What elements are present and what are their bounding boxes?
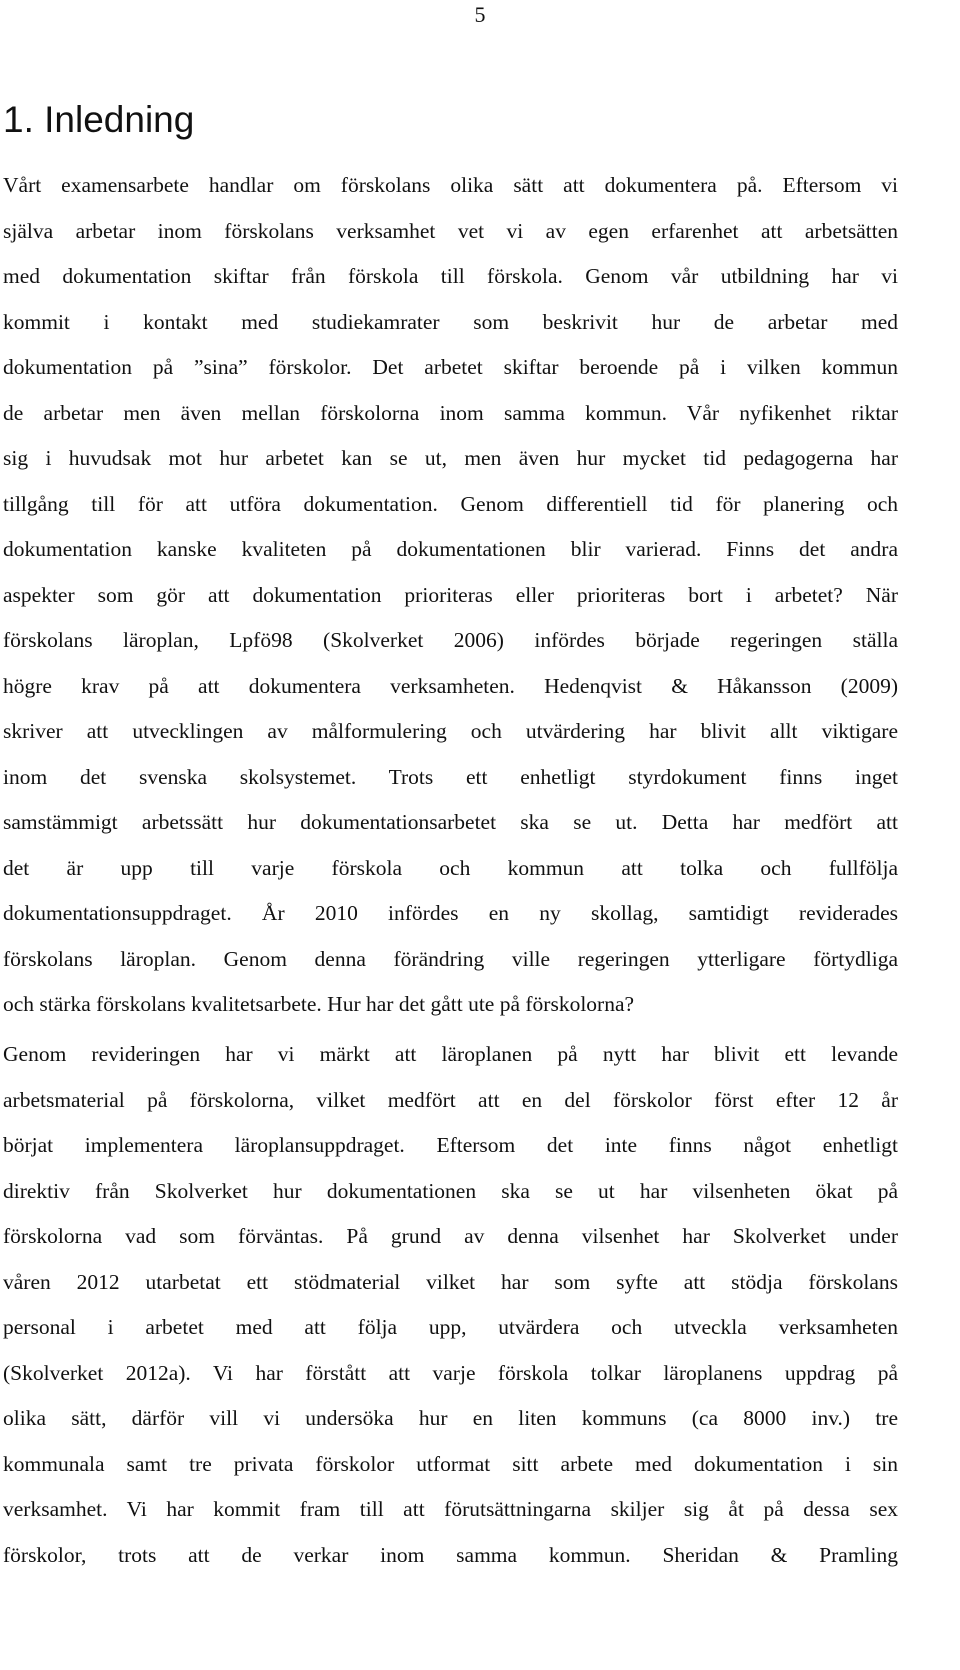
text-line: sig i huvudsak mot hur arbetet kan se ut, men även hur mycket tid pedagogerna har <box>3 446 898 470</box>
text-line: förskolorna vad som förväntas. På grund av denna vilsenhet har Skolverket under <box>3 1224 898 1248</box>
text-line: tillgång till för att utföra dokumentation. Genom differentiell tid för planering och <box>3 491 898 516</box>
text-line: det är upp till varje förskola och kommun att tolka och fullfölja <box>3 855 898 880</box>
text-line: förskolor, trots att de verkar inom samma kommun. Sheridan & Pramling <box>3 1542 898 1567</box>
text-line: Vårt examensarbete handlar om förskolans olika sätt att dokumentera på. Eftersom vi <box>3 173 898 197</box>
text-line: börjat implementera läroplansuppdraget. Eftersom det inte finns något enhetligt <box>3 1133 898 1157</box>
text-line: verksamhet. Vi har kommit fram till att förutsättningarna skiljer sig åt på dessa sex <box>3 1497 898 1521</box>
text-line: och stärka förskolans kvalitetsarbete. Hur har det gått ute på förskolorna? <box>3 992 635 1016</box>
paragraph-2 <box>3 1032 898 1578</box>
text-line: aspekter som gör att dokumentation prioriteras eller prioriteras bort i arbetet? När <box>3 582 898 607</box>
text-line: direktiv från Skolverket hur dokumentationen ska se ut har vilsenheten ökat på <box>3 1178 898 1203</box>
text-line: våren 2012 utarbetat ett stödmaterial vilket har som syfte att stödja förskolans <box>3 1269 898 1294</box>
text-line: själva arbetar inom förskolans verksamhet vet vi av egen erfarenhet att arbetsätten <box>3 218 898 243</box>
text-line: personal i arbetet med att följa upp, utvärdera och utveckla verksamheten <box>3 1315 898 1339</box>
text-line: med dokumentation skiftar från förskola till förskola. Genom vår utbildning har vi <box>3 264 898 288</box>
text-line: olika sätt, därför vill vi undersöka hur en liten kommuns (ca 8000 inv.) tre <box>3 1406 898 1430</box>
page-number: 5 <box>474 2 486 27</box>
text-line: förskolans läroplan, Lpfö98 (Skolverket 2006) infördes började regeringen ställa <box>3 628 898 652</box>
text-line: skriver att utvecklingen av målformulering och utvärdering har blivit allt viktigare <box>3 719 898 743</box>
text-line: arbetsmaterial på förskolorna, vilket medfört att en del förskolor först efter 12 år <box>3 1087 898 1112</box>
section-heading: 1. Inledning <box>3 99 195 140</box>
text-line: samstämmigt arbetssätt hur dokumentationsarbetet ska se ut. Detta har medfört att <box>3 810 898 834</box>
text-line: inom det svenska skolsystemet. Trots ett enhetligt styrdokument finns inget <box>3 764 898 789</box>
paragraph-1 <box>3 163 898 1028</box>
text-line: dokumentation kanske kvaliteten på dokumentationen blir varierad. Finns det andra <box>3 537 898 561</box>
text-line: kommunala samt tre privata förskolor utformat sitt arbete med dokumentation i sin <box>3 1451 898 1476</box>
text-line: dokumentation på ”sina” förskolor. Det arbetet skiftar beroende på i vilken kommun <box>3 355 898 379</box>
text-line: högre krav på att dokumentera verksamheten. Hedenqvist & Håkansson (2009) <box>3 673 898 698</box>
text-line: dokumentationsuppdraget. År 2010 infördes en ny skollag, samtidigt reviderades <box>3 901 898 925</box>
text-line: de arbetar men även mellan förskolorna inom samma kommun. Vår nyfikenhet riktar <box>3 400 898 425</box>
text-line: kommit i kontakt med studiekamrater som beskrivit hur de arbetar med <box>3 309 898 334</box>
text-line: förskolans läroplan. Genom denna förändring ville regeringen ytterligare förtydliga <box>3 946 898 971</box>
text-line: Genom revideringen har vi märkt att läroplanen på nytt har blivit ett levande <box>3 1042 898 1066</box>
text-line: (Skolverket 2012a). Vi har förstått att varje förskola tolkar läroplanens uppdrag på <box>3 1360 898 1385</box>
